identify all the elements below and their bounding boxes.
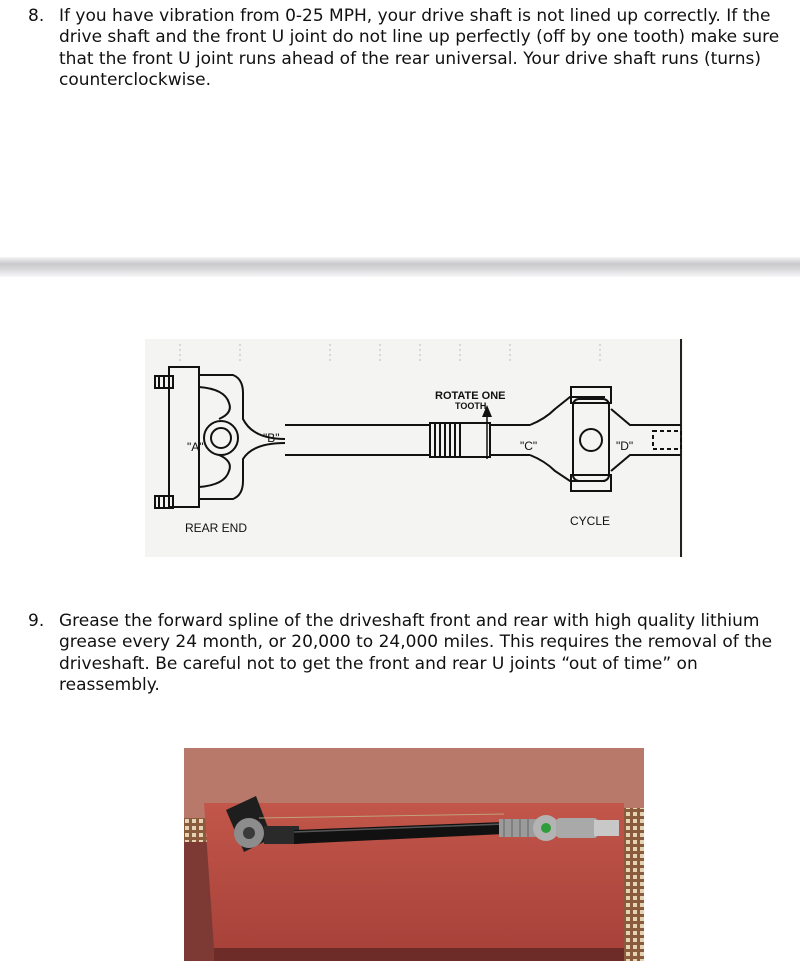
diagram-label-a: "A": [187, 440, 204, 454]
step-9-text: Grease the forward spline of the driveshaft front and rear with high quality lithium grease every 24 month, or 20,000 to 24,000 miles. This requires the removal of the driveshaft. Be careful not to get the front and rear U joints “out of time” on reassembly.: [59, 611, 773, 695]
diagram-rotate-label-line2: TOOTH: [455, 401, 487, 411]
diagram-label-c: "C": [520, 439, 538, 453]
step-9-number: 9.: [28, 611, 45, 631]
page-separator: [0, 257, 800, 277]
driveshaft-alignment-diagram: [145, 339, 683, 557]
diagram-label-b: "B": [263, 431, 280, 445]
diagram-rear-end-label: REAR END: [185, 521, 248, 535]
diagram-label-d: "D": [616, 439, 634, 453]
diagram-cycle-label: CYCLE: [570, 514, 611, 528]
diagram-rotate-label-line1: ROTATE ONE: [435, 390, 506, 402]
step-8-text: If you have vibration from 0-25 MPH, your drive shaft is not lined up correctly. If the drive shaft and the front U joint do not line up perfectly (off by one tooth) make sure that the front U joint runs ahead of the rear universal. Your drive shaft runs (turns) counterclockwise.: [59, 6, 780, 90]
driveshaft-photo: [184, 748, 644, 961]
step-8-number: 8.: [28, 6, 45, 26]
